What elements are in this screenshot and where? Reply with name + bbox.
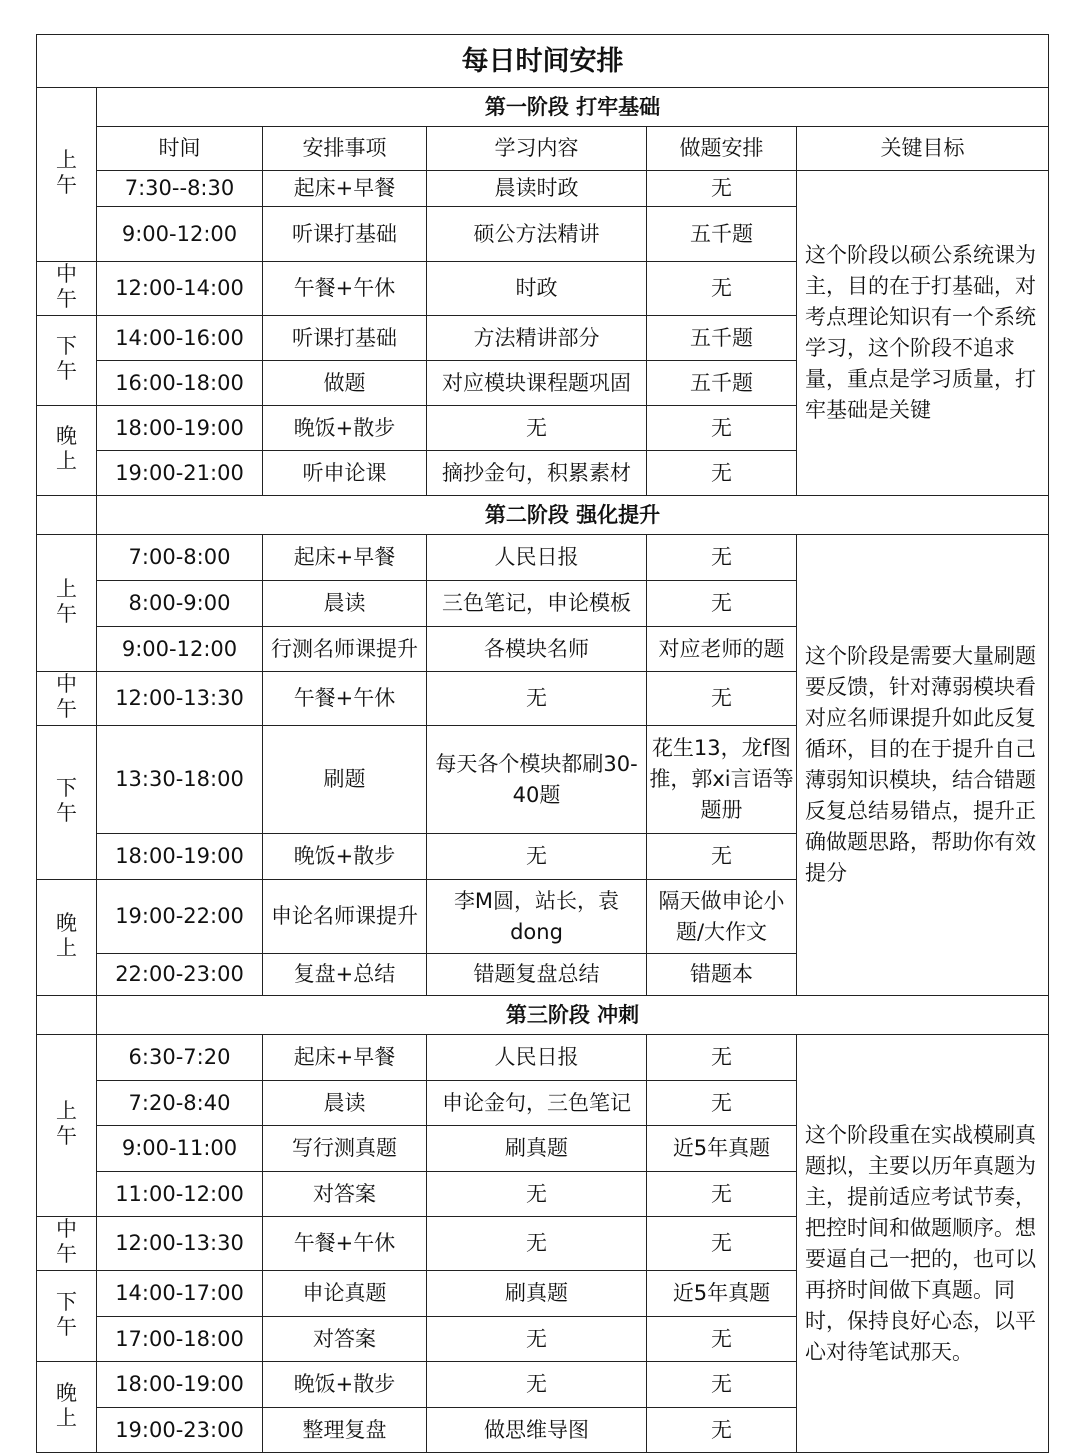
practice-cell: 无 [647,262,797,316]
time-cell: 22:00-23:00 [97,954,263,996]
item-cell: 晨读 [263,581,427,627]
goal-cell: 这个阶段是需要大量刷题要反馈，针对薄弱模块看对应名师课提升如此反复循环，目的在于提升自己薄弱知识模块，结合错题反复总结易错点，提升正确做题思路，帮助你有效提分 [797,535,1049,996]
content-cell: 硕公方法精讲 [427,207,647,262]
time-cell: 8:00-9:00 [97,581,263,627]
stage-title: 第三阶段 冲刺 [97,996,1049,1035]
item-cell: 申论名师课提升 [263,880,427,954]
content-cell: 申论金句，三色笔记 [427,1081,647,1126]
content-cell: 摘抄金句，积累素材 [427,451,647,496]
period-label [37,880,97,996]
item-cell: 起床+早餐 [263,171,427,207]
item-cell: 写行测真题 [263,1126,427,1172]
content-cell: 刷真题 [427,1271,647,1317]
schedule-row [37,535,1049,581]
column-header: 关键目标 [797,127,1049,171]
column-header: 做题安排 [647,127,797,171]
item-cell: 起床+早餐 [263,535,427,581]
content-cell: 无 [427,834,647,880]
content-cell: 人民日报 [427,535,647,581]
daily-schedule-table [36,34,1049,1453]
goal-cell: 这个阶段重在实战模刷真题拟，主要以历年真题为主，提前适应考试节奏，把控时间和做题顺序。想要逼自己一把的，也可以再挤时间做下真题。同时，保持良好心态，以平心对待笔试那天。 [797,1035,1049,1453]
practice-cell: 无 [647,535,797,581]
period-label [37,406,97,496]
period-label [37,262,97,316]
period-label [37,726,97,880]
practice-cell: 无 [647,1035,797,1081]
period-text: 上午 [56,1099,77,1148]
time-cell: 9:00-12:00 [97,207,263,262]
practice-cell: 近5年真题 [647,1271,797,1317]
practice-cell: 五千题 [647,361,797,406]
period-label [37,1271,97,1362]
period-text: 晚上 [56,1380,77,1430]
time-cell: 7:20-8:40 [97,1081,263,1126]
period-text: 中午 [56,1217,77,1266]
content-cell: 无 [427,1362,647,1408]
time-cell: 12:00-13:30 [97,1217,263,1271]
time-cell: 18:00-19:00 [97,406,263,451]
practice-cell: 无 [647,672,797,726]
content-cell: 对应模块课程题巩固 [427,361,647,406]
column-header: 学习内容 [427,127,647,171]
schedule-row [37,1035,1049,1081]
time-cell: 6:30-7:20 [97,1035,263,1081]
time-cell: 17:00-18:00 [97,1317,263,1362]
period-text: 下午 [56,334,77,383]
item-cell: 晚饭+散步 [263,1362,427,1408]
item-cell: 午餐+午休 [263,1217,427,1271]
time-cell: 16:00-18:00 [97,361,263,406]
schedule-row [37,171,1049,207]
content-cell: 无 [427,1217,647,1271]
content-cell: 刷真题 [427,1126,647,1172]
content-cell: 人民日报 [427,1035,647,1081]
time-cell: 14:00-16:00 [97,316,263,361]
content-cell: 错题复盘总结 [427,954,647,996]
period-text: 中午 [56,262,77,311]
column-header: 时间 [97,127,263,171]
time-cell: 12:00-14:00 [97,262,263,316]
item-cell: 起床+早餐 [263,1035,427,1081]
content-cell: 无 [427,406,647,451]
item-cell: 整理复盘 [263,1408,427,1453]
period-blank-cell [37,996,97,1035]
item-cell: 申论真题 [263,1271,427,1317]
period-text: 上午 [56,576,77,626]
time-cell: 18:00-19:00 [97,834,263,880]
time-cell: 14:00-17:00 [97,1271,263,1317]
time-cell: 19:00-21:00 [97,451,263,496]
period-text: 下午 [56,1289,77,1339]
item-cell: 午餐+午休 [263,262,427,316]
time-cell: 9:00-11:00 [97,1126,263,1172]
stage-header-row [37,996,1049,1035]
goal-cell: 这个阶段以硕公系统课为主，目的在于打基础，对考点理论知识有一个系统学习，这个阶段不追求量，重点是学习质量，打牢基础是关键 [797,171,1049,496]
period-label [37,672,97,726]
content-cell: 三色笔记，申论模板 [427,581,647,627]
period-text: 上午 [56,148,77,197]
item-cell: 晚饭+散步 [263,406,427,451]
time-cell: 9:00-12:00 [97,627,263,672]
content-cell: 做思维导图 [427,1408,647,1453]
item-cell: 午餐+午休 [263,672,427,726]
item-cell: 听课打基础 [263,316,427,361]
content-cell: 李M圆，站长，袁dong [427,880,647,954]
time-cell: 13:30-18:00 [97,726,263,834]
item-cell: 刷题 [263,726,427,834]
content-cell: 无 [427,672,647,726]
practice-cell: 无 [647,1317,797,1362]
practice-cell: 五千题 [647,316,797,361]
page-title: 每日时间安排 [37,35,1049,88]
period-text: 下午 [56,776,77,825]
time-cell: 19:00-23:00 [97,1408,263,1453]
item-cell: 对答案 [263,1317,427,1362]
period-label [37,1217,97,1271]
practice-cell: 隔天做申论小题/大作文 [647,880,797,954]
practice-cell: 无 [647,1217,797,1271]
item-cell: 做题 [263,361,427,406]
content-cell: 晨读时政 [427,171,647,207]
stage-title: 第一阶段 打牢基础 [97,88,1049,127]
content-cell: 无 [427,1172,647,1217]
time-cell: 11:00-12:00 [97,1172,263,1217]
period-blank-cell [37,496,97,535]
content-cell: 方法精讲部分 [427,316,647,361]
column-header-row [37,127,1049,171]
content-cell: 时政 [427,262,647,316]
practice-cell: 无 [647,406,797,451]
practice-cell: 花生13，龙f图推，郭xi言语等题册 [647,726,797,834]
practice-cell: 无 [647,1172,797,1217]
time-cell: 7:00-8:00 [97,535,263,581]
period-text: 晚上 [56,424,77,473]
period-label [37,88,97,262]
practice-cell: 近5年真题 [647,1126,797,1172]
stage-header-row [37,496,1049,535]
content-cell: 各模块名师 [427,627,647,672]
period-label [37,1035,97,1217]
time-cell: 7:30--8:30 [97,171,263,207]
item-cell: 晨读 [263,1081,427,1126]
practice-cell: 无 [647,451,797,496]
stage-header-row [37,88,1049,127]
time-cell: 12:00-13:30 [97,672,263,726]
item-cell: 晚饭+散步 [263,834,427,880]
time-cell: 19:00-22:00 [97,880,263,954]
column-header: 安排事项 [263,127,427,171]
item-cell: 复盘+总结 [263,954,427,996]
item-cell: 听申论课 [263,451,427,496]
practice-cell: 无 [647,171,797,207]
period-label [37,316,97,406]
practice-cell: 无 [647,1408,797,1453]
item-cell: 听课打基础 [263,207,427,262]
period-text: 晚上 [56,911,77,960]
period-label [37,535,97,672]
practice-cell: 无 [647,1081,797,1126]
period-label [37,1362,97,1453]
content-cell: 无 [427,1317,647,1362]
practice-cell: 对应老师的题 [647,627,797,672]
practice-cell: 无 [647,1362,797,1408]
practice-cell: 五千题 [647,207,797,262]
item-cell: 行测名师课提升 [263,627,427,672]
period-text: 中午 [56,672,77,721]
time-cell: 18:00-19:00 [97,1362,263,1408]
item-cell: 对答案 [263,1172,427,1217]
practice-cell: 无 [647,834,797,880]
practice-cell: 错题本 [647,954,797,996]
title-row [37,35,1049,88]
practice-cell: 无 [647,581,797,627]
stage-title: 第二阶段 强化提升 [97,496,1049,535]
content-cell: 每天各个模块都刷30-40题 [427,726,647,834]
